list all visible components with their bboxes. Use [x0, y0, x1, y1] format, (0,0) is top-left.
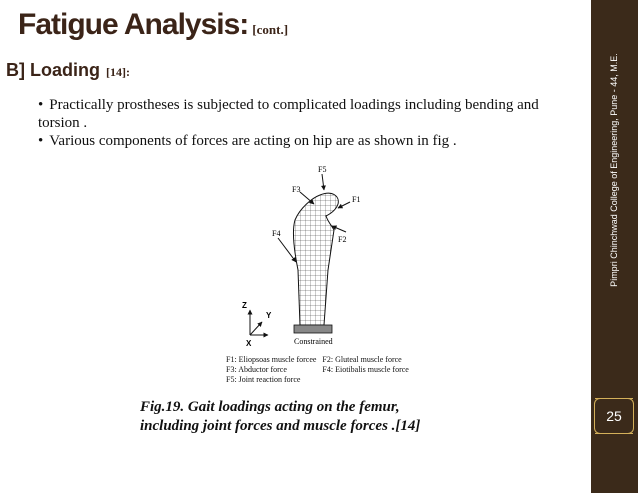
figure-caption: [140, 398, 420, 436]
caption-line-1: Fig.19. Gait loadings acting on the femur,: [140, 399, 400, 415]
figure-legend: [226, 355, 415, 385]
axis-x-label: X: [246, 339, 252, 348]
label-f1: F1: [352, 195, 361, 204]
label-f2: F2: [338, 235, 347, 244]
bullet-list: [38, 96, 578, 150]
constrained-base: [294, 325, 332, 333]
axis-z-label: Z: [242, 301, 247, 310]
sidebar-institution-text: Pimpri Chinchwad College of Engineering, Pune - 44, M.E.: [609, 53, 619, 287]
section-heading: [6, 60, 130, 81]
page-number: 25: [606, 408, 622, 424]
bullet-item: • Practically prostheses is subjected to complicated loadings including bending and torsion .: [38, 97, 539, 131]
bullet-item: • Various components of forces are acting on hip are as shown in fig .: [38, 133, 457, 149]
page-number-badge: [595, 398, 633, 434]
label-f4: F4: [272, 229, 281, 238]
label-f3: F3: [292, 185, 301, 194]
section-heading-ref: [14]:: [105, 65, 130, 79]
section-heading-label: B] Loading: [6, 60, 100, 80]
legend-row: F1: Eliopsoas muscle forcee F2: Gluteal muscle force: [226, 355, 402, 364]
legend-row: F5: Joint reaction force: [226, 375, 301, 384]
legend-row: F3: Abductor force F4: Eiotibalis muscle force: [226, 365, 409, 374]
title-suffix: [cont.]: [252, 22, 289, 37]
axis-y-label: Y: [266, 311, 272, 320]
constrained-label: Constrained: [294, 337, 333, 346]
title-main: Fatigue Analysis:: [18, 8, 249, 41]
label-f5: F5: [318, 165, 327, 174]
caption-line-2: including joint forces and muscle forces .[14]: [140, 418, 421, 434]
femur-mesh: [294, 193, 339, 325]
slide-title: [18, 8, 288, 42]
